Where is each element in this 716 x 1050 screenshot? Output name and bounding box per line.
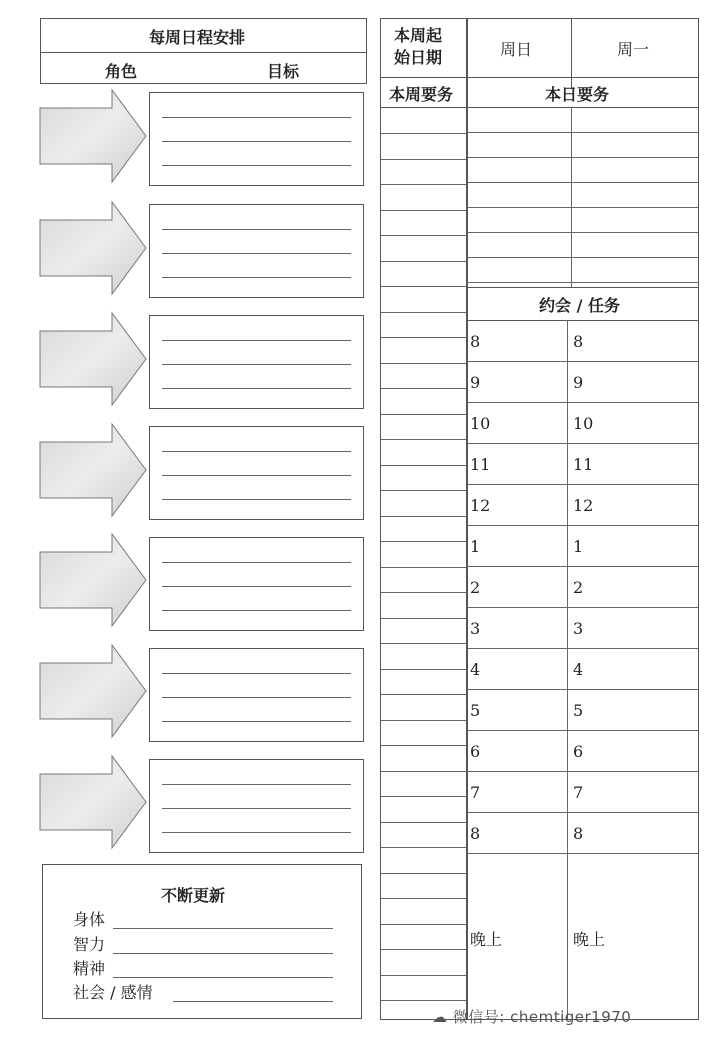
weekly-priority-line[interactable] (381, 337, 467, 338)
hour-label-day2: 1 (573, 537, 584, 556)
renewal-item-social: 社会 / 感情 (73, 983, 153, 1002)
goal-line[interactable] (162, 784, 351, 785)
watermark-text: 微信号: chemtiger1970 (452, 1008, 632, 1026)
weekly-priority-line[interactable] (381, 720, 467, 721)
daily-priority-line[interactable] (467, 282, 698, 283)
wechat-icon: ☁ (432, 1008, 448, 1026)
hour-label-day1: 7 (470, 783, 481, 802)
hour-label-day1: 9 (470, 373, 481, 392)
hour-label-day2: 9 (573, 373, 584, 392)
renewal-line-body[interactable] (113, 928, 333, 929)
weekly-priority-line[interactable] (381, 414, 467, 415)
goal-line[interactable] (162, 388, 351, 389)
goal-line[interactable] (162, 229, 351, 230)
renewal-line-social[interactable] (173, 1001, 333, 1002)
weekly-priority-line[interactable] (381, 490, 467, 491)
weekly-priority-line[interactable] (381, 924, 467, 925)
hour-label-day2: 7 (573, 783, 584, 802)
weekly-priority-line[interactable] (381, 439, 467, 440)
goal-line[interactable] (162, 117, 351, 118)
goal-box-2[interactable] (149, 204, 364, 298)
role-arrow-icon-3[interactable] (40, 313, 146, 405)
goal-line[interactable] (162, 253, 351, 254)
day-columns (466, 18, 699, 1020)
weekly-priorities-label: 本周要务 (389, 85, 454, 104)
renewal-item-mind: 智力 (73, 935, 106, 954)
goal-line[interactable] (162, 141, 351, 142)
weekly-priority-line[interactable] (381, 210, 467, 211)
role-arrow-icon-2[interactable] (40, 202, 146, 294)
daily-priority-line[interactable] (467, 232, 698, 233)
hour-label-day2: 8 (573, 332, 584, 351)
renewal-item-spirit: 精神 (73, 959, 106, 978)
weekly-priority-line[interactable] (381, 822, 467, 823)
schedule-header (40, 18, 367, 84)
hour-label-day1: 8 (470, 824, 481, 843)
hour-label-day2: 10 (573, 414, 594, 433)
hour-label-day2: 8 (573, 824, 584, 843)
weekly-priority-line[interactable] (381, 898, 467, 899)
weekly-priority-line[interactable] (381, 465, 467, 466)
goal-line[interactable] (162, 586, 351, 587)
weekly-priority-line[interactable] (381, 133, 467, 134)
hour-row-line[interactable] (467, 812, 698, 813)
weekly-priority-line[interactable] (381, 873, 467, 874)
weekly-priority-line[interactable] (381, 286, 467, 287)
weekly-priority-line[interactable] (381, 592, 467, 593)
daily-priorities-label: 本日要务 (545, 85, 610, 104)
goal-line[interactable] (162, 364, 351, 365)
role-arrow-icon-4[interactable] (40, 424, 146, 516)
weekly-priority-line[interactable] (381, 694, 467, 695)
goal-box-5[interactable] (149, 537, 364, 631)
goal-line[interactable] (162, 697, 351, 698)
weekly-priority-line[interactable] (381, 261, 467, 262)
renewal-item-body: 身体 (73, 910, 106, 929)
hour-label-day1: 10 (470, 414, 491, 433)
renewal-line-mind[interactable] (113, 953, 333, 954)
weekly-priority-line[interactable] (381, 745, 467, 746)
hour-row-line[interactable] (467, 361, 698, 362)
role-arrow-icon-6[interactable] (40, 645, 146, 737)
goal-line[interactable] (162, 832, 351, 833)
goal-box-4[interactable] (149, 426, 364, 520)
goal-column-label: 目标 (267, 62, 300, 81)
weekly-priority-line[interactable] (381, 388, 467, 389)
hour-row-line[interactable] (467, 648, 698, 649)
watermark (432, 1006, 631, 1027)
role-arrow-icon-7[interactable] (40, 756, 146, 848)
goal-line[interactable] (162, 451, 351, 452)
goal-line[interactable] (162, 340, 351, 341)
hour-row-line[interactable] (467, 402, 698, 403)
weekly-priority-line[interactable] (381, 796, 467, 797)
goal-line[interactable] (162, 808, 351, 809)
weekly-column (380, 18, 468, 1020)
weekly-priority-line[interactable] (381, 975, 467, 976)
goal-box-3[interactable] (149, 315, 364, 409)
daily-priority-line[interactable] (467, 257, 698, 258)
hour-label-day2: 12 (573, 496, 594, 515)
hour-label-day2: 6 (573, 742, 584, 761)
hour-row-line[interactable] (467, 853, 698, 854)
hour-label-day2: 4 (573, 660, 584, 679)
goal-line[interactable] (162, 475, 351, 476)
daily-priority-line[interactable] (467, 157, 698, 158)
goal-box-7[interactable] (149, 759, 364, 853)
appointments-label: 约会 / 任务 (539, 296, 620, 315)
goal-line[interactable] (162, 277, 351, 278)
hour-label-day1: 6 (470, 742, 481, 761)
hour-label-day1: 11 (470, 455, 491, 474)
role-arrow-icon-1[interactable] (40, 90, 146, 182)
goal-line[interactable] (162, 610, 351, 611)
hour-label-day1: 12 (470, 496, 491, 515)
weekly-priority-line[interactable] (381, 184, 467, 185)
goal-line[interactable] (162, 721, 351, 722)
day2-label: 周一 (617, 40, 650, 59)
weekly-priority-line[interactable] (381, 363, 467, 364)
hour-label-day1: 5 (470, 701, 481, 720)
goal-line[interactable] (162, 562, 351, 563)
weekly-priority-line[interactable] (381, 159, 467, 160)
hour-label-day2: 3 (573, 619, 584, 638)
weekly-priority-line[interactable] (381, 643, 467, 644)
hour-label-day1: 3 (470, 619, 481, 638)
weekly-priority-line[interactable] (381, 541, 467, 542)
goal-line[interactable] (162, 499, 351, 500)
hour-row-line[interactable] (467, 607, 698, 608)
weekly-priority-line[interactable] (381, 312, 467, 313)
hour-row-line[interactable] (467, 525, 698, 526)
goal-line[interactable] (162, 673, 351, 674)
goal-line[interactable] (162, 165, 351, 166)
day1-label: 周日 (500, 40, 533, 59)
weekly-priority-line[interactable] (381, 669, 467, 670)
renewal-title: 不断更新 (161, 886, 226, 905)
hour-label-day2: 11 (573, 455, 594, 474)
hour-label-day1: 2 (470, 578, 481, 597)
goal-box-6[interactable] (149, 648, 364, 742)
hour-row-line[interactable] (467, 566, 698, 567)
hour-label-day2: 5 (573, 701, 584, 720)
hour-label-day1: 8 (470, 332, 481, 351)
schedule-title: 每周日程安排 (149, 28, 246, 47)
weekly-priority-line[interactable] (381, 949, 467, 950)
renewal-box (42, 864, 362, 1019)
hour-row-line[interactable] (467, 484, 698, 485)
hour-label-day1: 4 (470, 660, 481, 679)
evening-label-day2: 晚上 (573, 930, 606, 949)
daily-priority-line[interactable] (467, 132, 698, 133)
evening-label-day1: 晚上 (470, 930, 503, 949)
weekly-priority-line[interactable] (381, 516, 467, 517)
renewal-line-spirit[interactable] (113, 977, 333, 978)
hour-label-day1: 1 (470, 537, 481, 556)
weekly-priority-line[interactable] (381, 847, 467, 848)
weekly-priority-line[interactable] (381, 235, 467, 236)
week-start-label: 本周起始日期 (394, 26, 443, 67)
role-arrow-icon-5[interactable] (40, 534, 146, 626)
weekly-priority-line[interactable] (381, 618, 467, 619)
goal-box-1[interactable] (149, 92, 364, 186)
hour-label-day2: 2 (573, 578, 584, 597)
hour-row-line[interactable] (467, 443, 698, 444)
daily-priority-line[interactable] (467, 207, 698, 208)
hour-row-line[interactable] (467, 689, 698, 690)
hour-row-line[interactable] (467, 730, 698, 731)
weekly-priority-line[interactable] (381, 1000, 467, 1001)
role-column-label: 角色 (105, 62, 138, 81)
daily-priority-line[interactable] (467, 182, 698, 183)
hour-row-line[interactable] (467, 771, 698, 772)
weekly-priority-line[interactable] (381, 567, 467, 568)
weekly-priority-line[interactable] (381, 771, 467, 772)
